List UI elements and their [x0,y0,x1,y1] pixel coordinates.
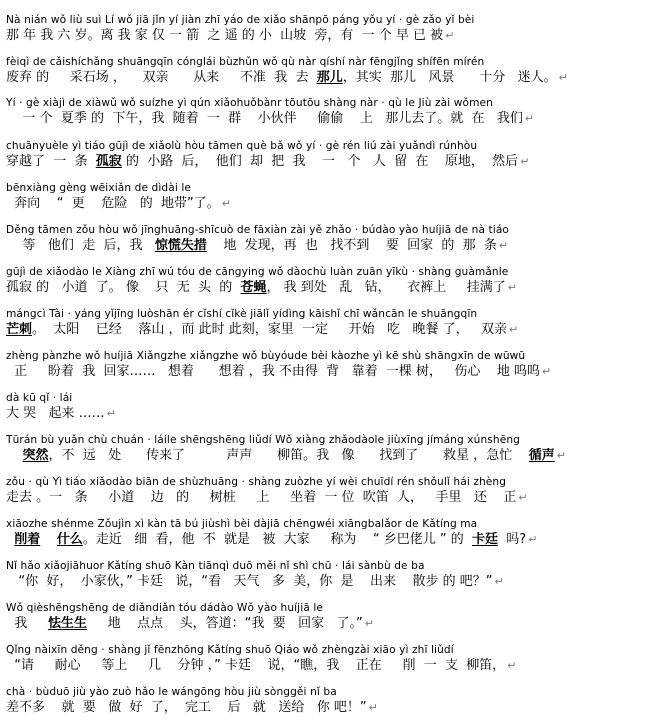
hanzi-line [6,28,646,44]
pinyin-line: Děng tāmen zǒu hòu wǒ jīnghuāng-shīcuò de fāxiàn zài yě zhǎo · búdào yào huíjiā de nà tiáo [6,224,509,236]
emphasized-word: 芒刺 [6,322,33,337]
paragraph-return-icon: ↵ [528,533,538,546]
hanzi-line [6,322,646,338]
hanzi-text: 。 太阳 已经 落山 ，而 此时 此刻，家里 一定 开始 吃 晚餐 了， 双亲 [32,322,507,337]
hanzi-text: “请 耐心 等上 几 分钟 ，” 卡廷 说，“瞧，我 正在 削 一 支 柳笛， [6,658,506,673]
hanzi-line [6,154,646,170]
emphasized-word: 那儿 [316,70,343,85]
emphasized-word: 突然 [22,448,49,463]
hanzi-line [6,490,646,506]
paragraph-return-icon: ↵ [368,701,378,714]
hanzi-text [40,532,57,547]
emphasized-word: 削着 [14,532,41,547]
paragraph-return-icon: ↵ [524,112,535,125]
paragraph-return-icon: ↵ [520,155,530,168]
pinyin-line: Nǐ hǎo xiǎojiāhuor Kǎtíng shuō Kàn tiānqì duō měi nǐ shì chū · lái sànbù de ba [6,560,425,572]
hanzi-text: 奔向 “ 更 危险 的 地带”了。 [6,196,220,211]
hanzi-text: 那 年 我 六 岁。离 我 家 仅 一 箭 之 遥 的 小 山坡 旁，有 一 个 早 已 被 [6,28,444,43]
hanzi-line [6,658,646,674]
hanzi-text: 一 个 夏季 的 下午，我 随着 一 群 小伙伴 偷偷 上 那儿去了。就 在 我们 [6,111,523,126]
emphasized-word: 苍蝇 [240,280,267,295]
pinyin-line: dà kū qǐ · lái [6,392,73,404]
hanzi-line [6,196,646,212]
hanzi-text: 的 小路 后， 他们 却 把 我 一 个 人 留 在 原地， 然后 [121,154,519,169]
paragraph-return-icon: ↵ [518,491,528,504]
hanzi-text: “你 好， 小家伙，” 卡廷 说，“看 天气 多 美，你 是 出来 散步 的 吧？” [6,574,493,589]
hanzi-text: 走去 。一 条 小道 边 的 树桩 上 坐着 一 位 吹笛 人， 手里 还 正 [6,490,517,505]
pinyin-line: chuānyuèle yì tiáo gūjì de xiǎolù hòu tāmen què bǎ wǒ yí · gè rén liú zài yuǎndì rúnhòu [6,140,478,152]
paragraph-return-icon: ↵ [507,659,517,672]
hanzi-text: 地 发现，再 也 找不到 要 回家 的 那 条 [206,238,497,253]
hanzi-line [6,448,646,464]
paragraph-return-icon: ↵ [445,29,455,42]
paragraph-return-icon: ↵ [364,617,374,630]
pinyin-line: xiāozhe shénme Zǒujìn xì kàn tā bú jiùshì bèi dàjiā chēngwéi xiāngbalǎor de Kǎtíng ma [6,518,478,530]
emphasized-word: 惊慌失措 [154,238,207,253]
hanzi-text: 孤寂 的 小道 了。 像 只 无 头 的 [6,280,241,295]
hanzi-line [6,616,646,632]
pinyin-line: zǒu · qù Yì tiáo xiǎodào biān de shùzhuāng · shàng zuòzhe yí wèi chuīdí rén shǒulǐ hái zhèng [6,476,507,488]
hanzi-text: 穿越了 一 条 [6,154,96,169]
hanzi-text: 吗? [498,532,527,547]
paragraph-return-icon: ↵ [106,407,116,420]
paragraph-return-icon: ↵ [556,449,567,462]
pinyin-line: mángcì Tài · yáng yǐjīng luòshān ér cǐshí cǐkè jiālǐ yídìng kāishǐ chī wǎncān le shuāngqīn [6,308,478,320]
paragraph-return-icon: ↵ [221,197,231,210]
pinyin-line: bēnxiàng gèng wēixiǎn de dìdài le [6,182,191,194]
pinyin-line: chà · bùduō jiù yào zuò hǎo le wángōng hòu jiù sònggěi nǐ ba [6,686,337,698]
pinyin-line: zhèng pànzhe wǒ huíjiā Xiǎngzhe xiǎngzhe wǒ bùyóude bèi kàozhe yì kē shù shāngxīn de wūwū [6,350,526,362]
pinyin-line: gūjì de xiǎodào le Xiàng zhī wú tóu de cāngying wǒ dàochù luàn zuān yīkù · shàng guàmǎnle [6,266,509,278]
paragraph-return-icon: ↵ [509,323,519,336]
pinyin-line: fèiqì de cǎishíchǎng shuāngqīn cónglái bùzhǔn wǒ qù nàr qíshí nàr fēngjǐng shífēn mírén [6,56,485,68]
hanzi-line [6,280,646,296]
pinyin-line: Nà nián wǒ liù suì Lí wǒ jiā jǐn yí jiàn zhī yáo de xiǎo shānpō páng yǒu yí · gè zǎo yǐ bèi [6,14,475,26]
hanzi-line [6,406,646,422]
hanzi-text: 废弃 的 采石场 ， 双亲 从来 不准 我 去 [6,70,317,85]
hanzi-line [6,574,646,590]
paragraph-return-icon: ↵ [542,365,552,378]
hanzi-line [6,364,646,380]
hanzi-text: 。走近 细 看，他 不 就是 被 大家 称为 “ 乡巴佬儿 ” 的 [82,532,473,547]
emphasized-word: 怯生生 [47,616,87,631]
hanzi-line [6,700,646,716]
paragraph-return-icon: ↵ [558,71,568,84]
hanzi-line [6,238,646,254]
emphasized-word: 卡廷 [472,532,499,547]
hanzi-text: ， 我 到处 乱 钻， 衣裤上 挂满了 [266,280,506,295]
paragraph-return-icon: ↵ [498,239,509,252]
hanzi-text: 地 点点 头，答道：“我 要 回家 了。” [86,616,363,631]
hanzi-line [6,70,646,86]
pinyin-line: Wǒ qièshēngshēng de diǎndiǎn tóu dádào Wǒ yào huíjiā le [6,602,323,614]
pinyin-line: Yí · gè xiàjì de xiàwǔ wǒ suízhe yì qún xiǎohuǒbànr tōutōu shàng nàr · qù le Jiù zài wǒmen [6,97,493,109]
emphasized-word: 什么 [56,532,83,547]
hanzi-text: 大 哭 起来 …… [6,406,105,421]
hanzi-text: 我 [6,616,48,631]
paragraph-return-icon: ↵ [507,281,517,294]
emphasized-word: 孤寂 [95,154,122,169]
hanzi-text: 正 盼着 我 回家…… 想着 想着 ，我 不由得 背 靠着 一棵 树， 伤心 地 呜呜 [6,364,541,379]
pinyin-line: Tūrán bù yuǎn chù chuán · láile shēngshēng liǔdí Wǒ xiàng zhǎodàole jiùxīng jímáng xúnshēng [6,434,520,446]
hanzi-line [6,532,646,548]
hanzi-text: 差不多 就 要 做 好 了， 完工 后 就 送给 你 吧！” [6,700,367,715]
hanzi-line [6,111,646,127]
paragraph-return-icon: ↵ [494,575,504,588]
pinyin-line: Qǐng nàixīn děng · shàng jǐ fēnzhōng Kǎtíng shuō Qiáo wǒ zhèngzài xiāo yì zhī liǔdí [6,644,454,656]
hanzi-text: ，其实 那儿 风景 十分 迷人。 [342,70,557,85]
hanzi-text [6,448,23,463]
hanzi-text: 等 他们 走 后，我 [6,238,155,253]
hanzi-text: ，不 远 处 传来了 声声 柳笛。我 像 找到了 救星 ，急忙 [48,448,529,463]
emphasized-word: 循声 [528,448,555,463]
